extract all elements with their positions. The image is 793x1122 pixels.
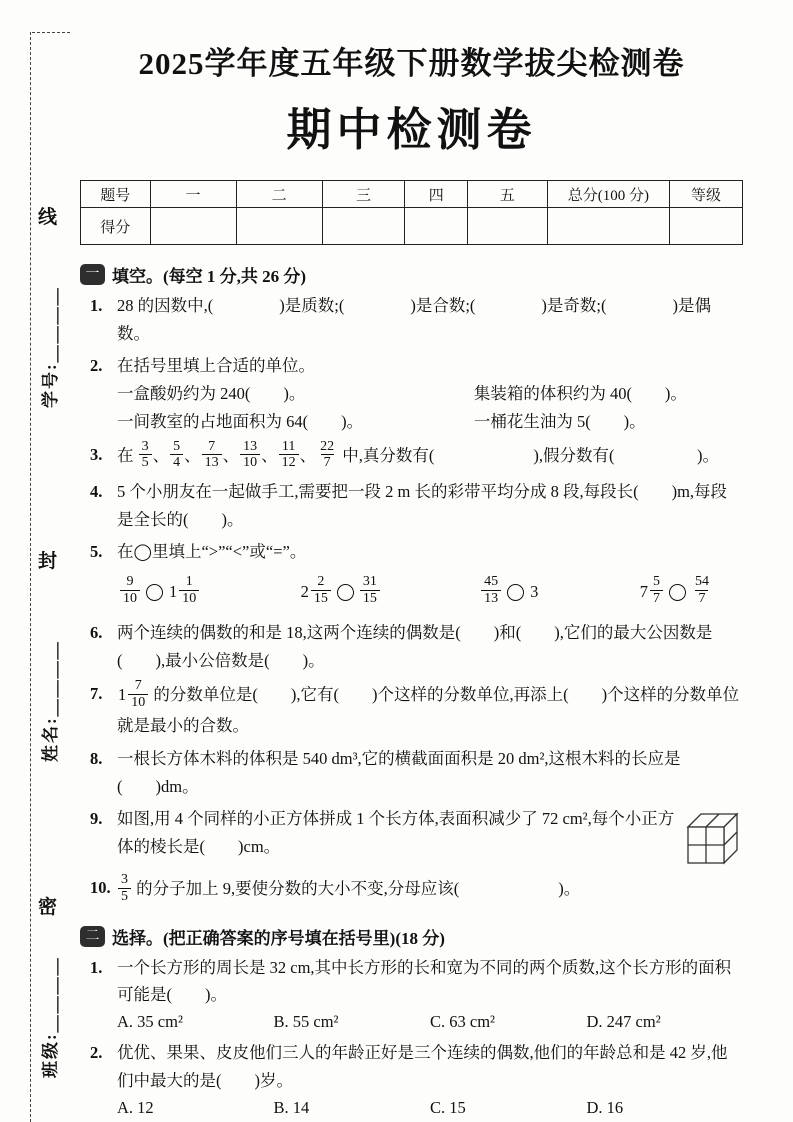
question-number: 10. bbox=[90, 878, 111, 898]
option-d: D. 247 cm² bbox=[586, 1012, 661, 1032]
text-segment: 的分数单位是( ),它有( )个这样的分数单位,再添上( )个这样的分数单位就是最小的合数。 bbox=[117, 684, 740, 736]
fraction: $\frac{5}{4}$ bbox=[170, 439, 183, 471]
comparison-row bbox=[117, 576, 743, 608]
text-segment: 中,真分数有( ),假分数有( )。 bbox=[342, 445, 719, 465]
question-2 bbox=[80, 352, 743, 435]
section2-badge: 二 bbox=[80, 926, 105, 947]
question-number: 3. bbox=[90, 444, 103, 464]
options-row bbox=[80, 1098, 743, 1118]
separator: 、 bbox=[222, 445, 240, 465]
fraction: $\frac{7}{10}$ bbox=[128, 678, 148, 710]
seal-char-line: 线 bbox=[38, 207, 58, 228]
whole-number: 1 bbox=[169, 582, 178, 602]
question-6 bbox=[80, 619, 743, 674]
question-number: 2. bbox=[90, 356, 103, 376]
seal-dash-horizontal bbox=[32, 32, 70, 33]
section1-title: 填空。(每空 1 分,共 26 分) bbox=[112, 267, 307, 286]
text-segment: 在 bbox=[117, 445, 134, 465]
unit-item: 集装箱的体积约为 40( )。 bbox=[473, 384, 687, 404]
seal-dash-vertical bbox=[30, 32, 31, 1122]
whole-number: 7 bbox=[639, 582, 648, 602]
score-cell bbox=[322, 208, 405, 245]
question-number: 6. bbox=[90, 623, 103, 643]
option-d: D. 16 bbox=[586, 1097, 624, 1117]
score-cell bbox=[670, 208, 743, 245]
seal-margin bbox=[0, 0, 78, 1122]
question-1 bbox=[80, 292, 743, 347]
comparison-circle bbox=[507, 584, 524, 601]
separator: 、 bbox=[152, 445, 170, 465]
text-segment: 的分子加上 9,要使分数的大小不变,分母应该( )。 bbox=[136, 879, 581, 899]
unit-items bbox=[117, 380, 743, 435]
separator: 、 bbox=[261, 445, 278, 465]
seal-char-mi: 密 bbox=[38, 897, 58, 918]
seal-char-feng: 封 bbox=[38, 551, 58, 572]
name-label: 姓名:＿＿＿＿ bbox=[41, 640, 60, 762]
class-label: 班级:＿＿＿＿ bbox=[41, 956, 60, 1078]
question-text bbox=[117, 352, 743, 435]
score-cell bbox=[468, 208, 547, 245]
score-cell bbox=[236, 208, 322, 245]
question-text: 28 的因数中,( )是质数;( )是合数;( )是奇数;( )是偶数。 bbox=[117, 296, 711, 343]
score-col-2: 二 bbox=[236, 181, 322, 208]
student-id-label: 学号:＿＿＿＿ bbox=[41, 286, 60, 408]
question-text bbox=[117, 677, 743, 740]
question-number: 7. bbox=[90, 683, 103, 703]
question-number: 1. bbox=[90, 296, 103, 315]
paper-title: 2025学年度五年级下册数学拔尖检测卷 bbox=[138, 46, 685, 81]
paper-subtitle: 期中检测卷 bbox=[286, 105, 537, 155]
question-number: 9. bbox=[90, 809, 103, 829]
option-c: C. 63 cm² bbox=[430, 1012, 495, 1032]
question-text bbox=[117, 438, 743, 473]
section2-header bbox=[80, 924, 743, 949]
score-col-grade: 等级 bbox=[670, 181, 743, 208]
cube-figure bbox=[685, 807, 743, 867]
question-9 bbox=[80, 805, 743, 869]
fraction: $\frac{9}{10}$ bbox=[120, 574, 140, 606]
options-row bbox=[80, 1012, 743, 1032]
fraction: $\frac{22}{7}$ bbox=[320, 438, 335, 471]
comparison-item-2 bbox=[300, 576, 381, 608]
score-col-0: 题号 bbox=[81, 181, 151, 208]
choice-question-1 bbox=[80, 954, 743, 1009]
score-col-4: 四 bbox=[405, 181, 468, 208]
fraction: $\frac{2}{15}$ bbox=[311, 574, 331, 606]
fraction: $\frac{45}{13}$ bbox=[481, 574, 501, 606]
whole-number: 1 bbox=[118, 684, 127, 704]
question-8 bbox=[80, 745, 743, 800]
score-col-total: 总分(100 分) bbox=[547, 181, 669, 208]
question-text: 一个长方形的周长是 32 cm,其中长方形的长和宽为不同的两个质数,这个长方形的面积可能是( )。 bbox=[117, 957, 732, 1005]
option-b: B. 14 bbox=[273, 1097, 310, 1117]
separator: 、 bbox=[299, 445, 317, 465]
section1-badge: 一 bbox=[80, 264, 105, 285]
comparison-item-4 bbox=[639, 576, 713, 608]
section1-header bbox=[80, 262, 743, 287]
comparison-circle bbox=[337, 584, 354, 601]
section2-title: 选择。(把正确答案的序号填在括号里)(18 分) bbox=[112, 928, 445, 948]
fraction: $\frac{11}{12}$ bbox=[279, 439, 299, 471]
score-col-5: 五 bbox=[468, 181, 547, 208]
question-text bbox=[117, 874, 743, 906]
score-table bbox=[80, 180, 743, 245]
score-cell bbox=[405, 208, 468, 245]
question-5 bbox=[80, 538, 743, 614]
fraction: $\frac{13}{10}$ bbox=[240, 439, 260, 471]
option-b: B. 55 cm² bbox=[273, 1012, 339, 1032]
whole-number: 2 bbox=[300, 582, 309, 602]
score-col-3: 三 bbox=[322, 181, 405, 208]
score-cell bbox=[150, 208, 236, 245]
text-segment: 如图,用 4 个同样的小正方体拼成 1 个长方体,表面积减少了 72 cm²,每个小正方体的棱长是( )cm。 bbox=[117, 809, 675, 857]
text-segment: 在◯里填上“>”“<”或“=”。 bbox=[117, 542, 307, 562]
unit-item: 一盒酸奶约为 240( )。 bbox=[117, 384, 306, 404]
fraction: $\frac{1}{10}$ bbox=[179, 574, 199, 606]
fraction: $\frac{31}{15}$ bbox=[360, 574, 380, 606]
separator: 、 bbox=[184, 445, 201, 465]
comparison-item-3 bbox=[480, 576, 539, 608]
question-number: 2. bbox=[90, 1043, 103, 1063]
fraction: $\frac{7}{13}$ bbox=[202, 439, 222, 471]
score-row-label: 得分 bbox=[81, 208, 151, 245]
comparison-circle bbox=[146, 584, 163, 601]
question-text: 两个连续的偶数的和是 18,这两个连续的偶数是( )和( ),它们的最大公因数是( ),最小公倍数是( )。 bbox=[117, 623, 713, 671]
option-a: A. 35 cm² bbox=[117, 1012, 183, 1032]
question-text bbox=[117, 805, 743, 869]
question-10 bbox=[80, 874, 743, 906]
fraction: $\frac{3}{5}$ bbox=[118, 872, 131, 904]
fraction: $\frac{3}{5}$ bbox=[139, 439, 152, 471]
question-text: 一根长方体木料的体积是 540 dm³,它的横截面面积是 20 dm²,这根木料的长应是( )dm。 bbox=[117, 748, 681, 796]
text-segment: 在括号里填上合适的单位。 bbox=[117, 356, 315, 376]
comparison-item-1 bbox=[119, 576, 200, 608]
fraction: $\frac{54}{7}$ bbox=[694, 574, 709, 606]
unit-item: 一间教室的占地面积为 64( )。 bbox=[117, 411, 364, 431]
option-a: A. 12 bbox=[117, 1097, 154, 1117]
question-number: 5. bbox=[90, 542, 103, 562]
question-3 bbox=[80, 438, 743, 473]
option-c: C. 15 bbox=[430, 1097, 466, 1117]
question-number: 8. bbox=[90, 748, 103, 768]
paper-content bbox=[80, 0, 743, 1122]
unit-item: 一桶花生油为 5( )。 bbox=[473, 411, 646, 431]
choice-question-2 bbox=[80, 1039, 743, 1094]
question-7 bbox=[80, 677, 743, 740]
whole-number: 3 bbox=[530, 582, 539, 602]
question-number: 1. bbox=[90, 957, 103, 977]
fraction: $\frac{5}{7}$ bbox=[650, 574, 663, 606]
comparison-circle bbox=[669, 584, 686, 601]
question-number: 4. bbox=[90, 481, 103, 501]
question-text: 5 个小朋友在一起做手工,需要把一段 2 m 长的彩带平均分成 8 段,每段长( )m,每段是全长的( )。 bbox=[117, 481, 728, 529]
score-cell bbox=[547, 208, 669, 245]
question-text bbox=[117, 538, 743, 614]
score-col-1: 一 bbox=[150, 181, 236, 208]
question-text: 优优、果果、皮皮他们三人的年龄正好是三个连续的偶数,他们的年龄总和是 42 岁,他们中最大的是( )岁。 bbox=[117, 1043, 728, 1090]
question-4 bbox=[80, 478, 743, 533]
